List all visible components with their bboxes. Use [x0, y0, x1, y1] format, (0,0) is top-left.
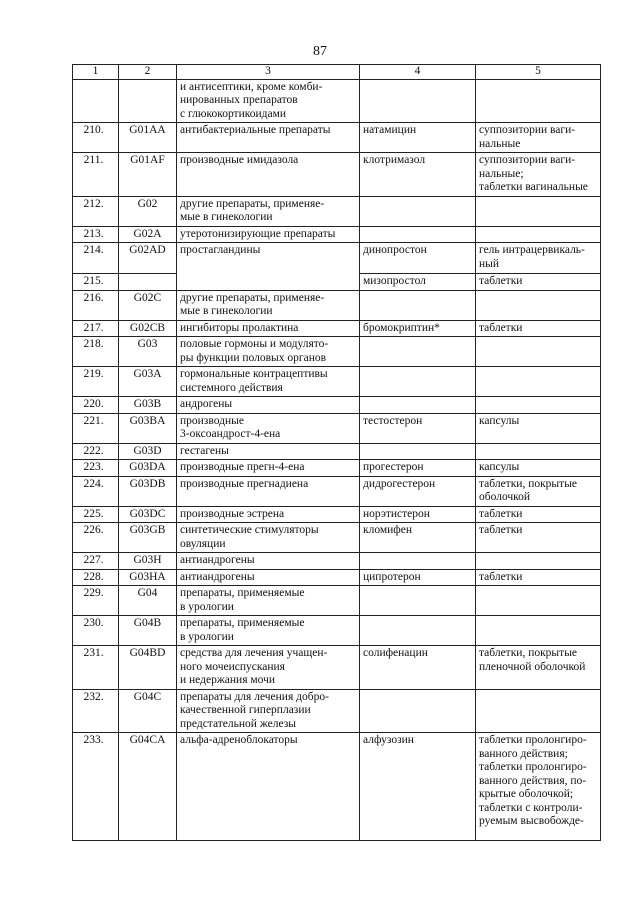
table-row — [73, 443, 601, 460]
drug-name-cell-line: бромокриптин* — [363, 321, 440, 334]
dosage-form-cell-line: капсулы — [479, 414, 520, 427]
row-number-cell: 221. — [73, 413, 119, 443]
atc-code-cell: G01AA — [119, 123, 177, 153]
group-name-cell — [177, 226, 360, 243]
dosage-form-cell-line: таблетки — [479, 570, 523, 583]
atc-code-cell — [119, 79, 177, 123]
drug-name-cell — [360, 243, 476, 274]
group-name-cell — [177, 413, 360, 443]
group-name-cell-line: мые в гинекологии — [180, 305, 273, 317]
atc-code-cell: G04 — [119, 586, 177, 616]
drug-name-cell-line: прогестерон — [363, 461, 424, 473]
dosage-form-cell — [476, 274, 601, 291]
dosage-form-cell-line: нальные; — [479, 167, 524, 180]
row-number-cell: 222. — [73, 443, 119, 460]
group-name-cell — [177, 196, 360, 226]
drug-name-cell — [360, 367, 476, 397]
table-row — [73, 586, 601, 616]
group-name-cell — [177, 553, 360, 570]
dosage-form-cell — [476, 320, 601, 337]
row-number-cell: 223. — [73, 460, 119, 477]
group-name-cell-line: другие препараты, применяе- — [180, 197, 325, 210]
drug-name-cell — [360, 337, 476, 367]
drug-name-cell — [360, 506, 476, 523]
column-header: 2 — [119, 65, 177, 80]
atc-code-cell: G03D — [119, 443, 177, 460]
table-row — [73, 243, 601, 274]
drug-name-cell — [360, 196, 476, 226]
drug-name-cell — [360, 413, 476, 443]
drug-name-cell — [360, 553, 476, 570]
table-row — [73, 226, 601, 243]
page-number: 87 — [313, 44, 327, 59]
group-name-cell-line: гормональные контрацептивы — [180, 368, 328, 380]
drug-name-cell — [360, 586, 476, 616]
drug-name-cell-line: тестостерон — [363, 414, 423, 427]
row-number-cell: 231. — [73, 646, 119, 690]
row-number-cell: 212. — [73, 196, 119, 226]
row-number-cell: 227. — [73, 553, 119, 570]
table-row — [73, 523, 601, 553]
table-row — [73, 616, 601, 646]
dosage-form-cell — [476, 397, 601, 414]
drug-name-cell — [360, 523, 476, 553]
dosage-form-cell — [476, 733, 601, 841]
drug-name-cell — [360, 153, 476, 197]
row-number-cell: 232. — [73, 689, 119, 733]
drug-name-cell — [360, 274, 476, 291]
atc-code-cell: G03H — [119, 553, 177, 570]
drug-name-cell-line: клотримазол — [363, 154, 426, 166]
dosage-form-cell — [476, 153, 601, 197]
atc-code-cell: G03A — [119, 367, 177, 397]
atc-code-cell: G03 — [119, 337, 177, 367]
drug-name-cell — [360, 616, 476, 646]
dosage-form-cell — [476, 123, 601, 153]
group-name-cell-line: средства для лечения учащен- — [180, 647, 328, 659]
group-name-cell-line: андрогены — [180, 398, 233, 410]
table-row — [73, 367, 601, 397]
drug-name-cell — [360, 733, 476, 841]
table-row — [73, 506, 601, 523]
drug-name-cell-line: солифенацин — [363, 647, 428, 659]
group-name-cell — [177, 569, 360, 586]
row-number-cell: 214. — [73, 243, 119, 274]
dosage-form-cell-line: таблетки вагинальные — [479, 181, 588, 193]
atc-code-cell: G02CB — [119, 320, 177, 337]
dosage-form-cell-line: гель интрацервикаль- — [479, 244, 585, 256]
column-header: 5 — [476, 65, 601, 80]
drug-name-cell — [360, 476, 476, 506]
table-row — [73, 337, 601, 367]
dosage-form-cell — [476, 337, 601, 367]
atc-code-cell: G02C — [119, 290, 177, 320]
dosage-form-cell — [476, 243, 601, 274]
group-name-cell-line: предстательной железы — [180, 717, 296, 730]
drug-name-cell — [360, 460, 476, 477]
group-name-cell-line: производные — [180, 414, 244, 427]
column-header: 4 — [360, 65, 476, 80]
group-name-cell-line: препараты, применяемые — [180, 617, 305, 629]
drug-name-cell — [360, 79, 476, 123]
group-name-cell-line: в урологии — [180, 630, 234, 643]
atc-code-cell: G02 — [119, 196, 177, 226]
dosage-form-cell-line: таблетки — [479, 507, 523, 520]
row-number-cell: 230. — [73, 616, 119, 646]
atc-code-cell: G03B — [119, 397, 177, 414]
group-name-cell — [177, 367, 360, 397]
drug-name-cell — [360, 290, 476, 320]
atc-code-cell: G03HA — [119, 569, 177, 586]
group-name-cell-line: производные прегнадиена — [180, 477, 309, 490]
dosage-form-cell-line: ный — [479, 257, 500, 270]
group-name-cell-line: антибактериальные препараты — [180, 124, 331, 136]
row-number-cell: 210. — [73, 123, 119, 153]
group-name-cell — [177, 320, 360, 337]
row-number-cell: 219. — [73, 367, 119, 397]
group-name-cell — [177, 123, 360, 153]
group-name-cell-line: ры функции половых органов — [180, 351, 327, 364]
atc-code-cell: G03DC — [119, 506, 177, 523]
atc-code-cell: G03DB — [119, 476, 177, 506]
group-name-cell-line: с глюкокортикоидами — [180, 107, 287, 120]
group-name-cell — [177, 476, 360, 506]
group-name-cell — [177, 153, 360, 197]
row-number-cell: 213. — [73, 226, 119, 243]
dosage-form-cell-line: суппозитории ваги- — [479, 154, 576, 166]
drug-name-cell-line: натамицин — [363, 124, 417, 136]
column-header: 3 — [177, 65, 360, 80]
row-number-cell: 211. — [73, 153, 119, 197]
dosage-form-cell — [476, 616, 601, 646]
group-name-cell-line: гестагены — [180, 444, 229, 457]
group-name-cell-line: простагландины — [180, 244, 261, 256]
group-name-cell-line: ного мочеиспускания — [180, 660, 285, 673]
table-row — [73, 153, 601, 197]
dosage-form-cell-line: ванного действия, по- — [479, 774, 587, 787]
row-number-cell: 228. — [73, 569, 119, 586]
group-name-cell-line: 3-оксоандрост-4-ена — [180, 428, 281, 440]
group-name-cell-line: утеротонизирующие препараты — [180, 227, 336, 240]
atc-code-cell: G04B — [119, 616, 177, 646]
group-name-cell-line: антиандрогены — [180, 554, 255, 566]
dosage-form-cell-line: таблетки — [479, 321, 523, 334]
atc-code-cell: G03DA — [119, 460, 177, 477]
dosage-form-cell — [476, 367, 601, 397]
dosage-form-cell-line: таблетки, покрытые — [479, 477, 578, 490]
dosage-form-cell — [476, 460, 601, 477]
drug-name-cell-line: дидрогестерон — [363, 477, 436, 490]
dosage-form-cell-line: таблетки пролонгиро- — [479, 734, 587, 746]
drug-name-cell-line: алфузозин — [363, 734, 414, 746]
column-number-row — [73, 65, 601, 80]
group-name-cell — [177, 290, 360, 320]
atc-code-cell: G04BD — [119, 646, 177, 690]
dosage-form-cell-line: ванного действия; — [479, 747, 568, 760]
dosage-form-cell — [476, 689, 601, 733]
group-name-cell — [177, 243, 360, 291]
table-row — [73, 460, 601, 477]
row-number-cell — [73, 79, 119, 123]
group-name-cell-line: производные эстрена — [180, 507, 285, 520]
atc-code-cell: G04CA — [119, 733, 177, 841]
group-name-cell-line: в урологии — [180, 600, 234, 613]
row-number-cell: 218. — [73, 337, 119, 367]
drug-name-cell-line: ципротерон — [363, 570, 421, 583]
group-name-cell-line: другие препараты, применяе- — [180, 291, 325, 304]
dosage-form-cell — [476, 290, 601, 320]
dosage-form-cell-line: крытые оболочкой; — [479, 788, 574, 800]
group-name-cell — [177, 443, 360, 460]
group-name-cell-line: половые гормоны и модулято- — [180, 338, 329, 350]
dosage-form-cell — [476, 523, 601, 553]
atc-code-cell — [119, 274, 177, 291]
drug-name-cell-line: мизопростол — [363, 275, 426, 287]
dosage-form-cell-line: руемым высвобожде- — [479, 815, 584, 827]
table-row — [73, 569, 601, 586]
group-name-cell-line: и антисептики, кроме комби- — [180, 80, 323, 93]
dosage-form-cell-line: таблетки — [479, 275, 523, 287]
drug-list-table — [72, 64, 601, 841]
dosage-form-cell-line: оболочкой — [479, 491, 531, 503]
column-header: 1 — [73, 65, 119, 80]
table-row — [73, 646, 601, 690]
drug-name-cell — [360, 397, 476, 414]
group-name-cell-line: синтетические стимуляторы — [180, 524, 319, 536]
group-name-cell-line: системного действия — [180, 381, 283, 394]
row-number-cell: 215. — [73, 274, 119, 291]
dosage-form-cell-line: капсулы — [479, 461, 520, 473]
group-name-cell — [177, 646, 360, 690]
table-body — [73, 79, 601, 841]
dosage-form-cell-line: таблетки пролонгиро- — [479, 761, 587, 773]
row-number-cell: 216. — [73, 290, 119, 320]
table-row — [73, 733, 601, 841]
row-number-cell: 225. — [73, 506, 119, 523]
group-name-cell-line: производные имидазола — [180, 154, 299, 166]
dosage-form-cell-line: таблетки с контроли- — [479, 801, 583, 814]
drug-name-cell — [360, 443, 476, 460]
group-name-cell — [177, 733, 360, 841]
group-name-cell — [177, 506, 360, 523]
row-number-cell: 229. — [73, 586, 119, 616]
group-name-cell — [177, 460, 360, 477]
group-name-cell-line: ингибиторы пролактина — [180, 321, 299, 334]
drug-name-cell — [360, 226, 476, 243]
group-name-cell-line: и недержания мочи — [180, 674, 276, 686]
group-name-cell — [177, 616, 360, 646]
dosage-form-cell-line: пленочной оболочкой — [479, 660, 586, 673]
row-number-cell: 217. — [73, 320, 119, 337]
dosage-form-cell-line: суппозитории ваги- — [479, 124, 576, 136]
table-row — [73, 123, 601, 153]
table-row — [73, 320, 601, 337]
group-name-cell-line: антиандрогены — [180, 570, 255, 583]
table-row — [73, 196, 601, 226]
dosage-form-cell — [476, 476, 601, 506]
table-row — [73, 413, 601, 443]
atc-code-cell: G02A — [119, 226, 177, 243]
dosage-form-cell — [476, 196, 601, 226]
dosage-form-cell — [476, 646, 601, 690]
atc-code-cell: G03GB — [119, 523, 177, 553]
atc-code-cell: G02AD — [119, 243, 177, 274]
drug-name-cell-line: норэтистерон — [363, 507, 430, 520]
drug-name-cell — [360, 320, 476, 337]
table-row — [73, 290, 601, 320]
drug-name-cell — [360, 646, 476, 690]
dosage-form-cell-line: таблетки, покрытые — [479, 647, 578, 659]
dosage-form-cell — [476, 79, 601, 123]
group-name-cell — [177, 689, 360, 733]
atc-code-cell: G01AF — [119, 153, 177, 197]
table-row — [73, 397, 601, 414]
group-name-cell-line: нированных препаратов — [180, 94, 298, 106]
group-name-cell-line: препараты для лечения добро- — [180, 690, 329, 703]
table-row — [73, 689, 601, 733]
group-name-cell — [177, 523, 360, 553]
drug-name-cell — [360, 689, 476, 733]
dosage-form-cell-line: таблетки — [479, 524, 523, 536]
group-name-cell-line: альфа-адреноблокаторы — [180, 734, 298, 746]
drug-name-cell — [360, 569, 476, 586]
atc-code-cell: G04C — [119, 689, 177, 733]
dosage-form-cell — [476, 443, 601, 460]
drug-name-cell — [360, 123, 476, 153]
dosage-form-cell — [476, 586, 601, 616]
table-row — [73, 553, 601, 570]
group-name-cell-line: производные прегн-4-ена — [180, 461, 305, 473]
dosage-form-cell — [476, 413, 601, 443]
dosage-form-cell-line: нальные — [479, 137, 521, 150]
row-number-cell: 226. — [73, 523, 119, 553]
dosage-form-cell — [476, 553, 601, 570]
group-name-cell-line: препараты, применяемые — [180, 587, 305, 599]
drug-name-cell-line: динопростон — [363, 244, 427, 256]
atc-code-cell: G03BA — [119, 413, 177, 443]
drug-name-cell-line: кломифен — [363, 524, 412, 536]
group-name-cell-line: овуляции — [180, 537, 226, 550]
row-number-cell: 224. — [73, 476, 119, 506]
row-number-cell: 220. — [73, 397, 119, 414]
group-name-cell — [177, 79, 360, 123]
group-name-cell — [177, 586, 360, 616]
group-name-cell-line: качественной гиперплазии — [180, 704, 311, 716]
dosage-form-cell — [476, 569, 601, 586]
dosage-form-cell — [476, 226, 601, 243]
table-row — [73, 476, 601, 506]
row-number-cell: 233. — [73, 733, 119, 841]
group-name-cell — [177, 397, 360, 414]
table-row — [73, 79, 601, 123]
group-name-cell — [177, 337, 360, 367]
group-name-cell-line: мые в гинекологии — [180, 211, 273, 223]
dosage-form-cell — [476, 506, 601, 523]
